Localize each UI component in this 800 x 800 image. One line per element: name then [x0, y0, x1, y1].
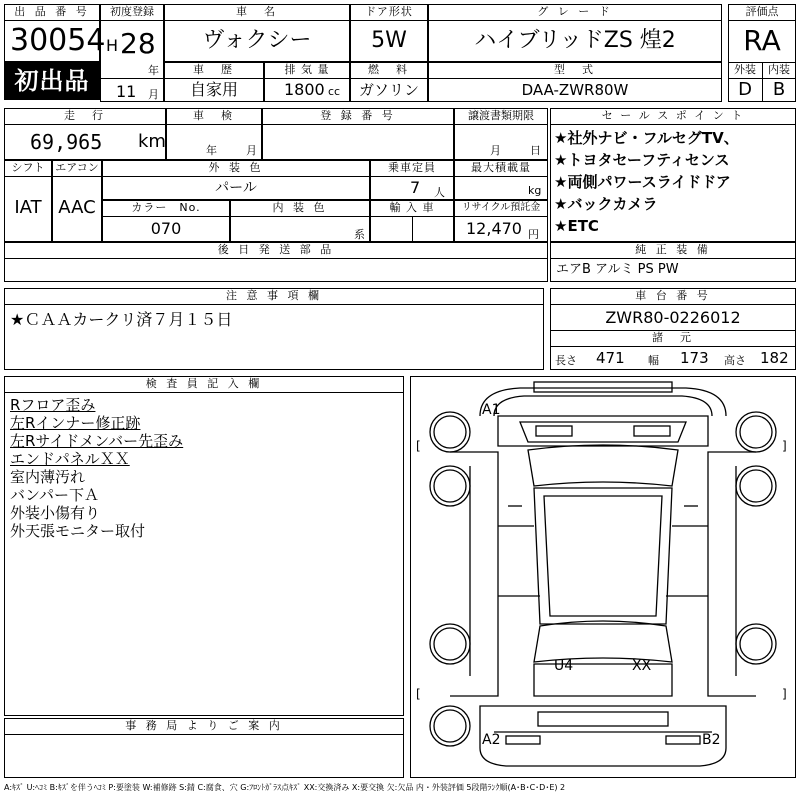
wheel-front-left-icon: [430, 412, 470, 452]
aircon: AAC: [58, 197, 96, 218]
model-code: DAA-ZWR80W: [521, 81, 629, 99]
width-label: 幅: [648, 354, 659, 367]
recycle-fee: 12,470: [466, 219, 522, 238]
mark-cargo-right: XX: [632, 658, 652, 674]
shift: IAT: [14, 197, 42, 218]
width: 173: [680, 349, 709, 367]
displacement: 1800: [284, 80, 325, 99]
exterior-color: パール: [215, 180, 257, 196]
interior-grade: B: [772, 79, 786, 100]
transfer-day-unit: 日: [530, 144, 541, 157]
grade-header: グ レ ー ド: [537, 5, 613, 18]
wheel-rear-left-icon: [430, 624, 470, 664]
recycle-header: リサイクル預託金: [461, 202, 541, 213]
sales-point: ★バックカメラ: [554, 195, 658, 213]
shift-header: シフト: [11, 161, 45, 174]
length: 471: [596, 349, 625, 367]
inspector-note: 左Rサイドメンバー先歪み: [10, 432, 184, 450]
evaluation-header: 評価点: [745, 5, 779, 18]
svg-text:[: [: [416, 687, 421, 701]
displacement-header: 排 気 量: [284, 63, 330, 76]
spare-wheel-icon: [430, 706, 470, 746]
inspector-notes-list: [10, 396, 400, 540]
svg-text:]: ]: [782, 439, 787, 453]
transfer-month-unit: 月: [490, 144, 501, 157]
registration-number-header: 登 録 番 号: [320, 109, 396, 122]
roof: [534, 488, 672, 624]
displacement-unit: cc: [328, 85, 341, 98]
inspector-note: エンドパネルＸＸ: [10, 450, 130, 468]
inspector-notes-header: 検 査 員 記 入 欄: [145, 377, 263, 390]
rear-window: [534, 621, 672, 662]
windshield: [528, 445, 678, 486]
exterior-color-header: 外 装 色: [208, 161, 264, 174]
history-header: 車 歴: [193, 63, 235, 76]
door-type-header: ドア形状: [365, 5, 413, 18]
inspector-note: 室内薄汚れ: [10, 468, 86, 486]
mileage-unit: km: [138, 131, 166, 152]
body-outline: [450, 452, 498, 696]
registration-year-unit: 年: [148, 64, 159, 77]
first-listing-badge-text: 初出品: [5, 63, 99, 99]
registration-month-unit: 月: [148, 88, 159, 101]
length-label: 長さ: [555, 354, 577, 367]
grade: ハイブリッドZS 煌2: [474, 28, 676, 53]
svg-text:[: [: [416, 439, 421, 453]
genuine-equipment: エアB アルミ PS PW: [556, 262, 679, 277]
max-load-unit: kg: [528, 184, 542, 197]
inspector-note: Rフロア歪み: [10, 396, 96, 414]
interior-color-header: 内 装 色: [272, 201, 328, 214]
transfer-docs-header: 譲渡書類期限: [468, 109, 534, 122]
capacity-unit: 人: [434, 186, 445, 199]
fuel-header: 燃 料: [368, 63, 410, 76]
sales-point: ★ETC: [554, 217, 599, 235]
inspector-note: 外装小傷有り: [10, 504, 101, 522]
mileage: 69,965: [30, 130, 103, 154]
fuel: ガソリン: [358, 81, 419, 99]
door-type: 5W: [371, 28, 407, 53]
height: 182: [760, 349, 789, 367]
mileage-header: 走 行: [64, 109, 106, 122]
aircon-header: エアコン: [55, 161, 99, 174]
capacity-header: 乗車定員: [388, 161, 436, 174]
caution-notes-header: 注 意 事 項 欄: [226, 289, 322, 302]
mark-front: A1: [482, 402, 501, 418]
wheel-rear-right-icon: [736, 624, 776, 664]
history: 自家用: [189, 80, 238, 99]
capacity: 7: [410, 178, 421, 197]
lot-number: 30054: [10, 23, 106, 58]
inspector-note: 左Rインナー修正跡: [10, 414, 141, 432]
interior-color-unit: 系: [354, 228, 365, 241]
model-code-header: 型 式: [554, 63, 596, 76]
sales-point: ★社外ナビ・フルセグTV、: [554, 129, 739, 147]
registration-year: 28: [120, 27, 156, 60]
front-grille: [534, 382, 672, 392]
sales-points-list: [554, 127, 794, 237]
mark-cargo-left: U4: [554, 658, 574, 674]
vehicle-diagram: [410, 376, 796, 778]
max-load-header: 最大積載量: [471, 161, 531, 174]
color-no-header: カラー No.: [131, 201, 201, 214]
caution-note: ★ＣＡＡカークリ済７月１５日: [10, 310, 233, 329]
mark-rear-right: B2: [702, 732, 721, 748]
first-registration-header: 初度登録: [110, 5, 154, 18]
svg-text:]: ]: [782, 687, 787, 701]
office-notice-header: 事 務 局 よ り ご 案 内: [125, 719, 283, 732]
registration-era: H: [106, 36, 119, 55]
genuine-equipment-header: 純 正 装 備: [635, 243, 711, 256]
inspection-month-unit: 月: [246, 144, 257, 157]
later-parts-header: 後 日 発 送 部 品: [217, 243, 335, 256]
inspection-year-unit: 年: [206, 144, 217, 157]
wheel-mid-left-icon: [430, 466, 470, 506]
wheel-front-right-icon: [736, 412, 776, 452]
sales-points-header: セ ー ル ス ポ イ ン ト: [601, 109, 745, 122]
color-no: 070: [150, 219, 182, 238]
sales-point: ★トヨタセーフティセンス: [554, 151, 730, 169]
exterior-grade-header: 外装: [734, 63, 756, 76]
inspector-note: 外天張モニター取付: [10, 522, 146, 540]
inspector-note: バンパー下Ａ: [10, 486, 99, 504]
sales-point: ★両側パワースライドドア: [554, 173, 731, 191]
wheel-mid-right-icon: [736, 466, 776, 506]
dimensions-header: 諸 元: [652, 331, 694, 344]
car-name-header: 車 名: [236, 5, 278, 18]
inspection-header: 車 検: [193, 109, 235, 122]
import-header: 輸 入 車: [389, 201, 435, 214]
lot-number-header: 出 品 番 号: [14, 5, 90, 18]
height-label: 高さ: [724, 354, 746, 367]
evaluation-score: RA: [743, 24, 781, 57]
car-name: ヴォクシー: [202, 28, 312, 53]
chassis-number: ZWR80-0226012: [605, 308, 741, 327]
exterior-grade: D: [738, 79, 752, 100]
legend: A:ｷｽﾞ U:ﾍｺﾐ B:ｷｽﾞを伴うﾍｺﾐ P:要塗装 W:補修跡 S:錆 C:腐食、穴 G:ﾌﾛﾝﾄｶﾞﾗｽ点ｷｽﾞ XX:交換済み X:要交換 欠:欠品 内・外装評価 5段階ﾗﾝｸ順(A･B･C･D･E) 2: [4, 783, 566, 792]
chassis-number-header: 車 台 番 号: [635, 289, 711, 302]
interior-grade-header: 内装: [768, 63, 790, 76]
recycle-unit: 円: [528, 228, 539, 241]
mark-rear-left: A2: [482, 732, 501, 748]
registration-month: 11: [116, 82, 137, 101]
